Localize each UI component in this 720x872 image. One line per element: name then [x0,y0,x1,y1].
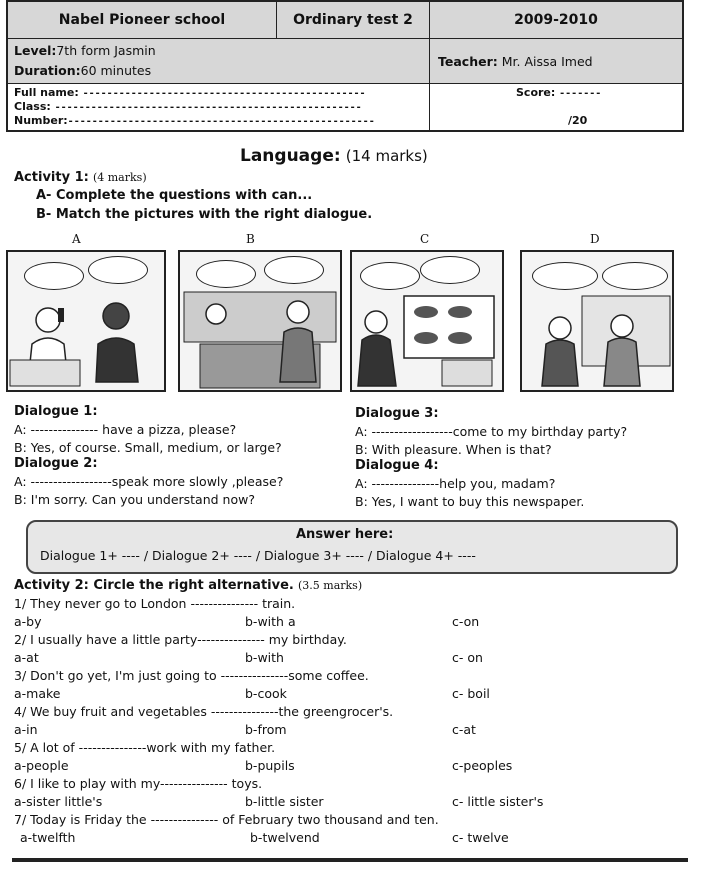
pic-label-c: C [420,232,430,246]
question-5: 5/ A lot of ---------------work with my father. [14,740,276,755]
q2-option-c[interactable]: c- on [452,650,483,665]
pic-label-b: B [246,232,255,246]
q4-option-a[interactable]: a-in [14,722,38,737]
number-blank[interactable]: --------------------------------------------------- [67,116,375,127]
score-total: /20 [568,114,588,127]
duration-line [14,63,151,78]
header-table [6,0,684,132]
dialogue2-title: Dialogue 2: [14,456,98,471]
score-label: Score: [516,86,556,99]
number-line [14,114,375,127]
q5-option-b[interactable]: b-pupils [245,758,295,773]
q7-option-c[interactable]: c- twelve [452,830,509,845]
activity2-marks: (3.5 marks) [297,579,363,592]
q2-option-b[interactable]: b-with [245,650,284,665]
dialogue1-line-b: B: Yes, of course. Small, medium, or large? [14,440,282,455]
dialogue2-line-b: B: I'm sorry. Can you understand now? [14,492,255,507]
picture-b [178,250,342,392]
level-line [14,43,156,58]
test-cell [277,2,430,38]
answer-box [26,520,678,574]
section-marks: (14 marks) [345,147,428,165]
activity1-heading [14,170,147,185]
question-7: 7/ Today is Friday the --------------- of February two thousand and ten. [14,812,439,827]
activity1-marks: (4 marks) [92,171,147,184]
dialogue4-line-a: A: ---------------help you, madam? [355,476,556,491]
answer-title: Answer here: [296,527,394,542]
q1-option-b[interactable]: b-with a [245,614,296,629]
full-name-line [14,86,366,99]
duration-value: 60 minutes [80,63,152,78]
q6-option-b[interactable]: b-little sister [245,794,324,809]
dialogue3-line-b: B: With pleasure. When is that? [355,442,552,457]
activity1-instruction-a: A- Complete the questions with can... [36,188,313,203]
pizza-shop-illustration [352,252,502,390]
people-phone-illustration [8,252,164,390]
dialogue1-line-a: A: --------------- have a pizza, please? [14,422,237,437]
activity1-instruction-b: B- Match the pictures with the right dialogue. [36,207,373,222]
full-name-blank[interactable]: ----------------------------------------------- [82,88,366,99]
level-value: 7th form Jasmin [56,43,156,58]
q3-option-c[interactable]: c- boil [452,686,490,701]
class-label: Class: [14,100,51,113]
answer-line[interactable]: Dialogue 1+ ---- / Dialogue 2+ ---- / Dialogue 3+ ---- / Dialogue 4+ ---- [40,548,476,563]
dialogue4-line-b: B: Yes, I want to buy this newspaper. [355,494,585,509]
test-name: Ordinary test 2 [293,12,413,28]
q1-option-a[interactable]: a-by [14,614,42,629]
section-heading [240,146,428,166]
header-row-2 [8,39,682,84]
number-label: Number: [14,114,68,127]
q1-option-c[interactable]: c-on [452,614,480,629]
teacher-line [438,54,593,69]
question-6: 6/ I like to play with my--------------- toys. [14,776,263,791]
pic-label-d: D [590,232,600,246]
header-row-3 [8,84,682,130]
activity1-title: Activity 1: [14,170,89,185]
q5-option-c[interactable]: c-peoples [452,758,513,773]
q4-option-b[interactable]: b-from [245,722,287,737]
question-3: 3/ Don't go yet, I'm just going to ---------------some coffee. [14,668,369,683]
question-4: 4/ We buy fruit and vegetables ---------------the greengrocer's. [14,704,394,719]
q7-option-b[interactable]: b-twelvend [250,830,320,845]
header-divider-2 [429,39,430,83]
q2-option-a[interactable]: a-at [14,650,39,665]
school-name: Nabel Pioneer school [58,12,226,28]
pic-label-a: A [72,232,81,246]
score-blank[interactable]: ------- [559,88,602,99]
bottom-rule [12,858,688,862]
dialogue1-title: Dialogue 1: [14,404,98,419]
score-line [516,86,601,99]
dialogue4-title: Dialogue 4: [355,458,439,473]
class-blank[interactable]: --------------------------------------------------- [54,102,362,113]
newsstand-illustration [180,252,340,390]
q4-option-c[interactable]: c-at [452,722,476,737]
teacher-label: Teacher: [438,54,498,69]
school-cell [8,2,277,38]
class-line [14,100,362,113]
duration-label: Duration: [14,63,81,78]
teacher-value: Mr. Aissa Imed [501,54,593,69]
year-cell [430,2,682,38]
question-1: 1/ They never go to London --------------- train. [14,596,296,611]
q3-option-a[interactable]: a-make [14,686,61,701]
dialogue3-title: Dialogue 3: [355,406,439,421]
activity2-heading [14,578,362,593]
picture-a [6,250,166,392]
q6-option-a[interactable]: a-sister little's [14,794,103,809]
header-row-1 [8,2,682,39]
shop-assistant-illustration [522,252,672,390]
school-year: 2009-2010 [514,12,598,28]
activity2-title: Activity 2: Circle the right alternative. [14,578,294,593]
q3-option-b[interactable]: b-cook [245,686,287,701]
full-name-label: Full name: [14,86,79,99]
q7-option-a[interactable]: a-twelfth [20,830,76,845]
question-2: 2/ I usually have a little party--------------- my birthday. [14,632,347,647]
header-divider-3 [429,84,430,130]
q5-option-a[interactable]: a-people [14,758,69,773]
q6-option-c[interactable]: c- little sister's [452,794,544,809]
picture-d [520,250,674,392]
section-title: Language: [240,146,341,166]
dialogue3-line-a: A: ------------------come to my birthday party? [355,424,628,439]
dialogue2-line-a: A: ------------------speak more slowly ,please? [14,474,284,489]
level-label: Level: [14,43,57,58]
picture-c [350,250,504,392]
